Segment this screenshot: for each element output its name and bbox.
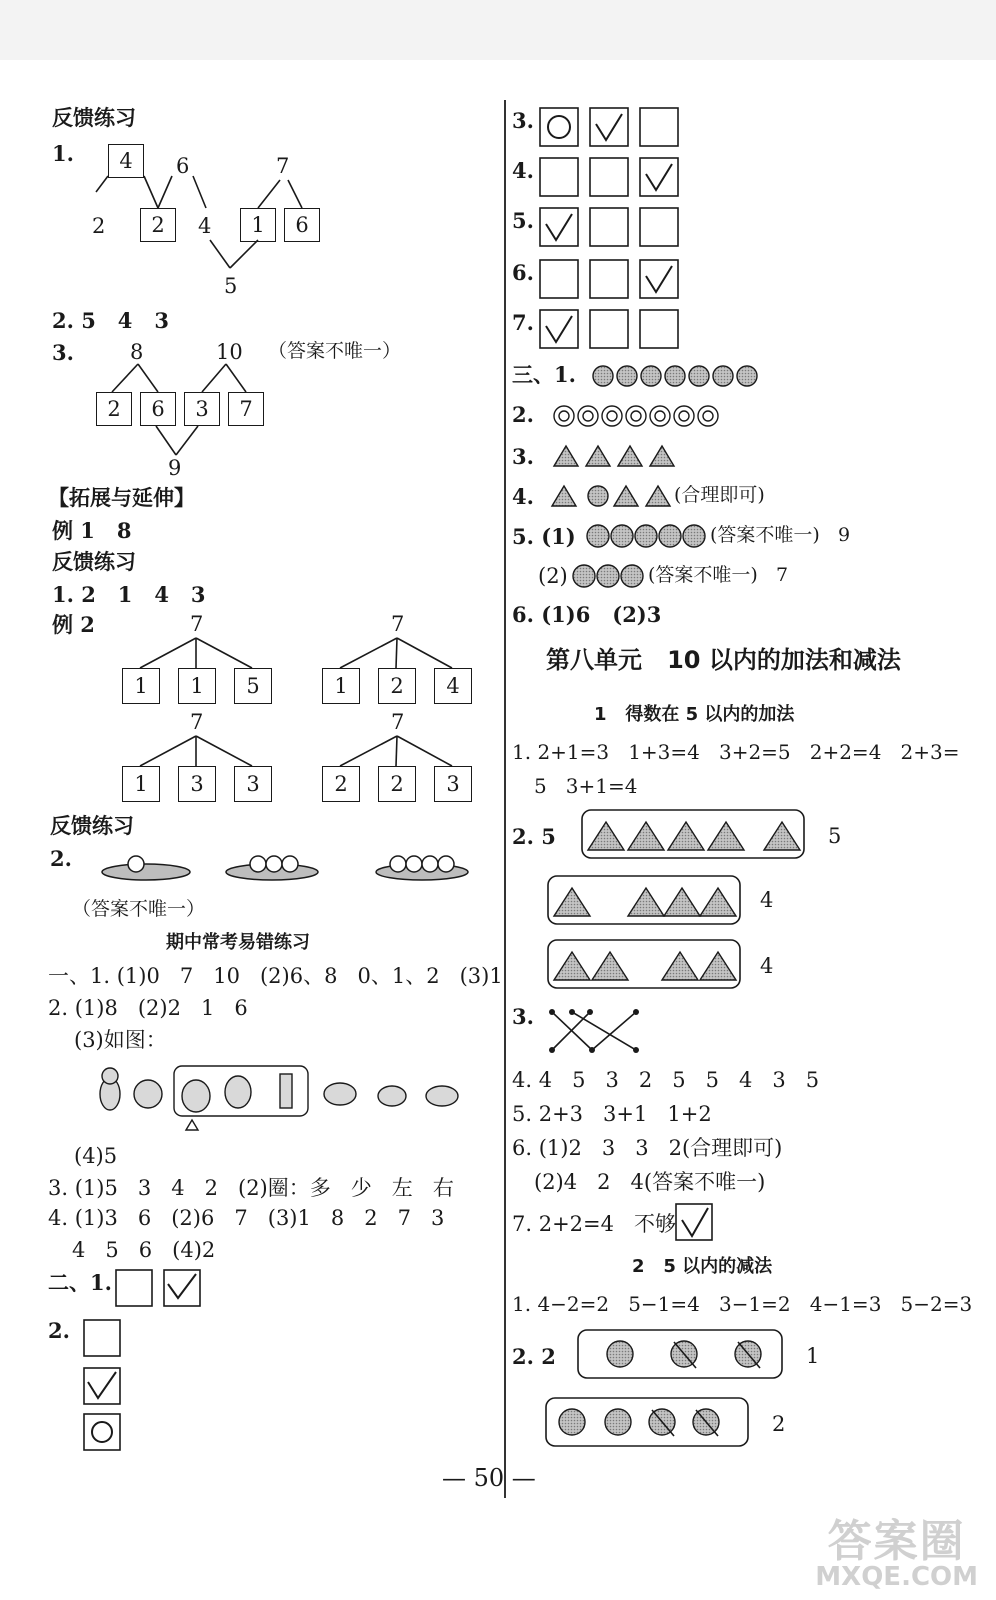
tree3-box-3: 3	[234, 766, 272, 802]
add-q1b: 5 3+1=4	[534, 774, 638, 798]
page-number: — 50 —	[442, 1464, 536, 1492]
q3-note: （答案不唯一）	[268, 340, 402, 362]
section-2-title: 2 5 以内的减法	[632, 1256, 773, 1277]
s-q5-note: (答案不唯一) 9	[710, 524, 851, 546]
s-q4-note: (合理即可)	[674, 484, 765, 506]
midterm-3: (3)如图：	[74, 1028, 167, 1052]
add-q6b: (2)4 2 4(答案不唯一)	[534, 1170, 766, 1194]
section-1-title: 1 得数在 5 以内的加法	[594, 704, 795, 725]
add-q2-val-3: 4	[760, 954, 774, 978]
tree3-top: 7	[190, 710, 204, 734]
r-q3: 3.	[512, 108, 534, 133]
s-q5b: (2)	[538, 564, 568, 588]
plates-with-balls	[102, 856, 468, 880]
add-q3: 3.	[512, 1004, 534, 1029]
watermark-line-1: 答案圈	[827, 1516, 966, 1567]
q3-box-1: 2	[96, 392, 132, 426]
tree4-box-2: 2	[378, 766, 416, 802]
tree4-box-3: 3	[434, 766, 472, 802]
midterm-7: 4 5 6 (4)2	[72, 1238, 216, 1262]
tree3-box-1: 1	[122, 766, 160, 802]
extension-heading: 【拓展与延伸】	[48, 486, 195, 510]
q1-a-left: 2	[92, 214, 106, 238]
add-q2: 2. 5	[512, 824, 556, 849]
q3-box-2: 6	[140, 392, 176, 426]
add-q2-val-2: 4	[760, 888, 774, 912]
fk2-q1: 1. 2 1 4 3	[52, 582, 206, 607]
feedback-practice-heading-2: 反馈练习	[52, 550, 136, 574]
midterm-8: 二、1.	[48, 1270, 112, 1295]
tree3-box-2: 3	[178, 766, 216, 802]
q2-answer: 2. 5 4 3	[52, 308, 169, 333]
tree1-box-1: 1	[122, 668, 160, 704]
tree1-box-2: 1	[178, 668, 216, 704]
add-q4: 4. 4 5 3 2 5 5 4 3 5	[512, 1068, 820, 1092]
q3-top-left: 8	[130, 340, 144, 364]
r-q4: 4.	[512, 158, 534, 183]
s-q5: 5. (1)	[512, 524, 576, 549]
add-q2-val-1: 5	[828, 824, 842, 848]
midterm-5: 3. (1)5 3 4 2 (2)圈：多 少 左 右	[48, 1176, 454, 1200]
tree1-top: 7	[190, 612, 204, 636]
ring-circles	[554, 406, 718, 426]
q1-box-c-left: 1	[240, 208, 276, 242]
add-q6: 6. (1)2 3 3 2(合理即可)	[512, 1136, 783, 1160]
tree2-top: 7	[391, 612, 405, 636]
r-q5: 5.	[512, 208, 534, 233]
midterm-6: 4. (1)3 6 (2)6 7 (3)1 8 2 7 3	[48, 1206, 445, 1230]
q1-c-top: 7	[276, 154, 290, 178]
sub-q2-val-2: 2	[772, 1412, 786, 1436]
fk3-note: （答案不唯一）	[72, 898, 206, 920]
midterm-heading: 期中常考易错练习	[166, 932, 310, 953]
feedback-practice-heading-3: 反馈练习	[50, 814, 134, 838]
sub-q1: 1. 4−2=2 5−1=4 3−1=2 4−1=3 5−2=3	[512, 1292, 973, 1316]
watermark-logo	[815, 1516, 978, 1592]
midterm-1: 一、1. (1)0 7 10 (2)6、8 0、1、2 (3)1	[48, 964, 503, 988]
s-q6: 6. (1)6 (2)3	[512, 602, 662, 627]
sub-q2: 2. 2	[512, 1344, 556, 1369]
s-q4: 4.	[512, 484, 534, 509]
tree4-box-1: 2	[322, 766, 360, 802]
midterm-4: (4)5	[74, 1144, 118, 1168]
q1-box-a-right: 2	[140, 208, 176, 242]
sub-q2-val-1: 1	[806, 1344, 820, 1368]
add-q5: 5. 2+3 3+1 1+2	[512, 1102, 712, 1126]
q3-bottom: 9	[168, 456, 182, 480]
q3-box-3: 3	[184, 392, 220, 426]
example-1: 例 1 8	[52, 518, 132, 543]
s-q5b-note: (答案不唯一) 7	[648, 564, 789, 586]
q1-box-c-right: 6	[284, 208, 320, 242]
q1-b-top: 6	[176, 154, 190, 178]
tree1-box-3: 5	[234, 668, 272, 704]
watermark-line-2: MXQE.COM	[815, 1562, 978, 1592]
s-q2: 2.	[512, 402, 534, 427]
fk3-q2: 2.	[50, 846, 72, 871]
q1-bottom: 5	[224, 274, 238, 298]
q1-number: 1.	[52, 141, 74, 166]
q3-box-4: 7	[228, 392, 264, 426]
s-q1: 三、1.	[512, 362, 576, 387]
dot-endpoints	[549, 1009, 639, 1053]
feedback-practice-heading: 反馈练习	[52, 106, 136, 130]
midterm-9: 2.	[48, 1318, 70, 1343]
example-2: 例 2	[52, 612, 95, 637]
unit-title: 第八单元 10 以内的加法和减法	[546, 646, 901, 674]
q3-top-right: 10	[216, 340, 243, 364]
q3-number: 3.	[52, 340, 74, 365]
q1-box-a-top: 4	[108, 144, 144, 178]
r-q6: 6.	[512, 260, 534, 285]
midterm-2: 2. (1)8 (2)2 1 6	[48, 996, 248, 1020]
s-q3: 3.	[512, 444, 534, 469]
tree4-top: 7	[391, 710, 405, 734]
add-q7: 7. 2+2=4 不够	[512, 1212, 677, 1236]
q1-b-right: 4	[198, 214, 212, 238]
tree2-box-3: 4	[434, 668, 472, 704]
animal-row-illustration	[100, 1066, 458, 1130]
r-q7: 7.	[512, 310, 534, 335]
tree2-box-2: 2	[378, 668, 416, 704]
add-q1: 1. 2+1=3 1+3=4 3+2=5 2+2=4 2+3=	[512, 740, 960, 764]
tree2-box-1: 1	[322, 668, 360, 704]
